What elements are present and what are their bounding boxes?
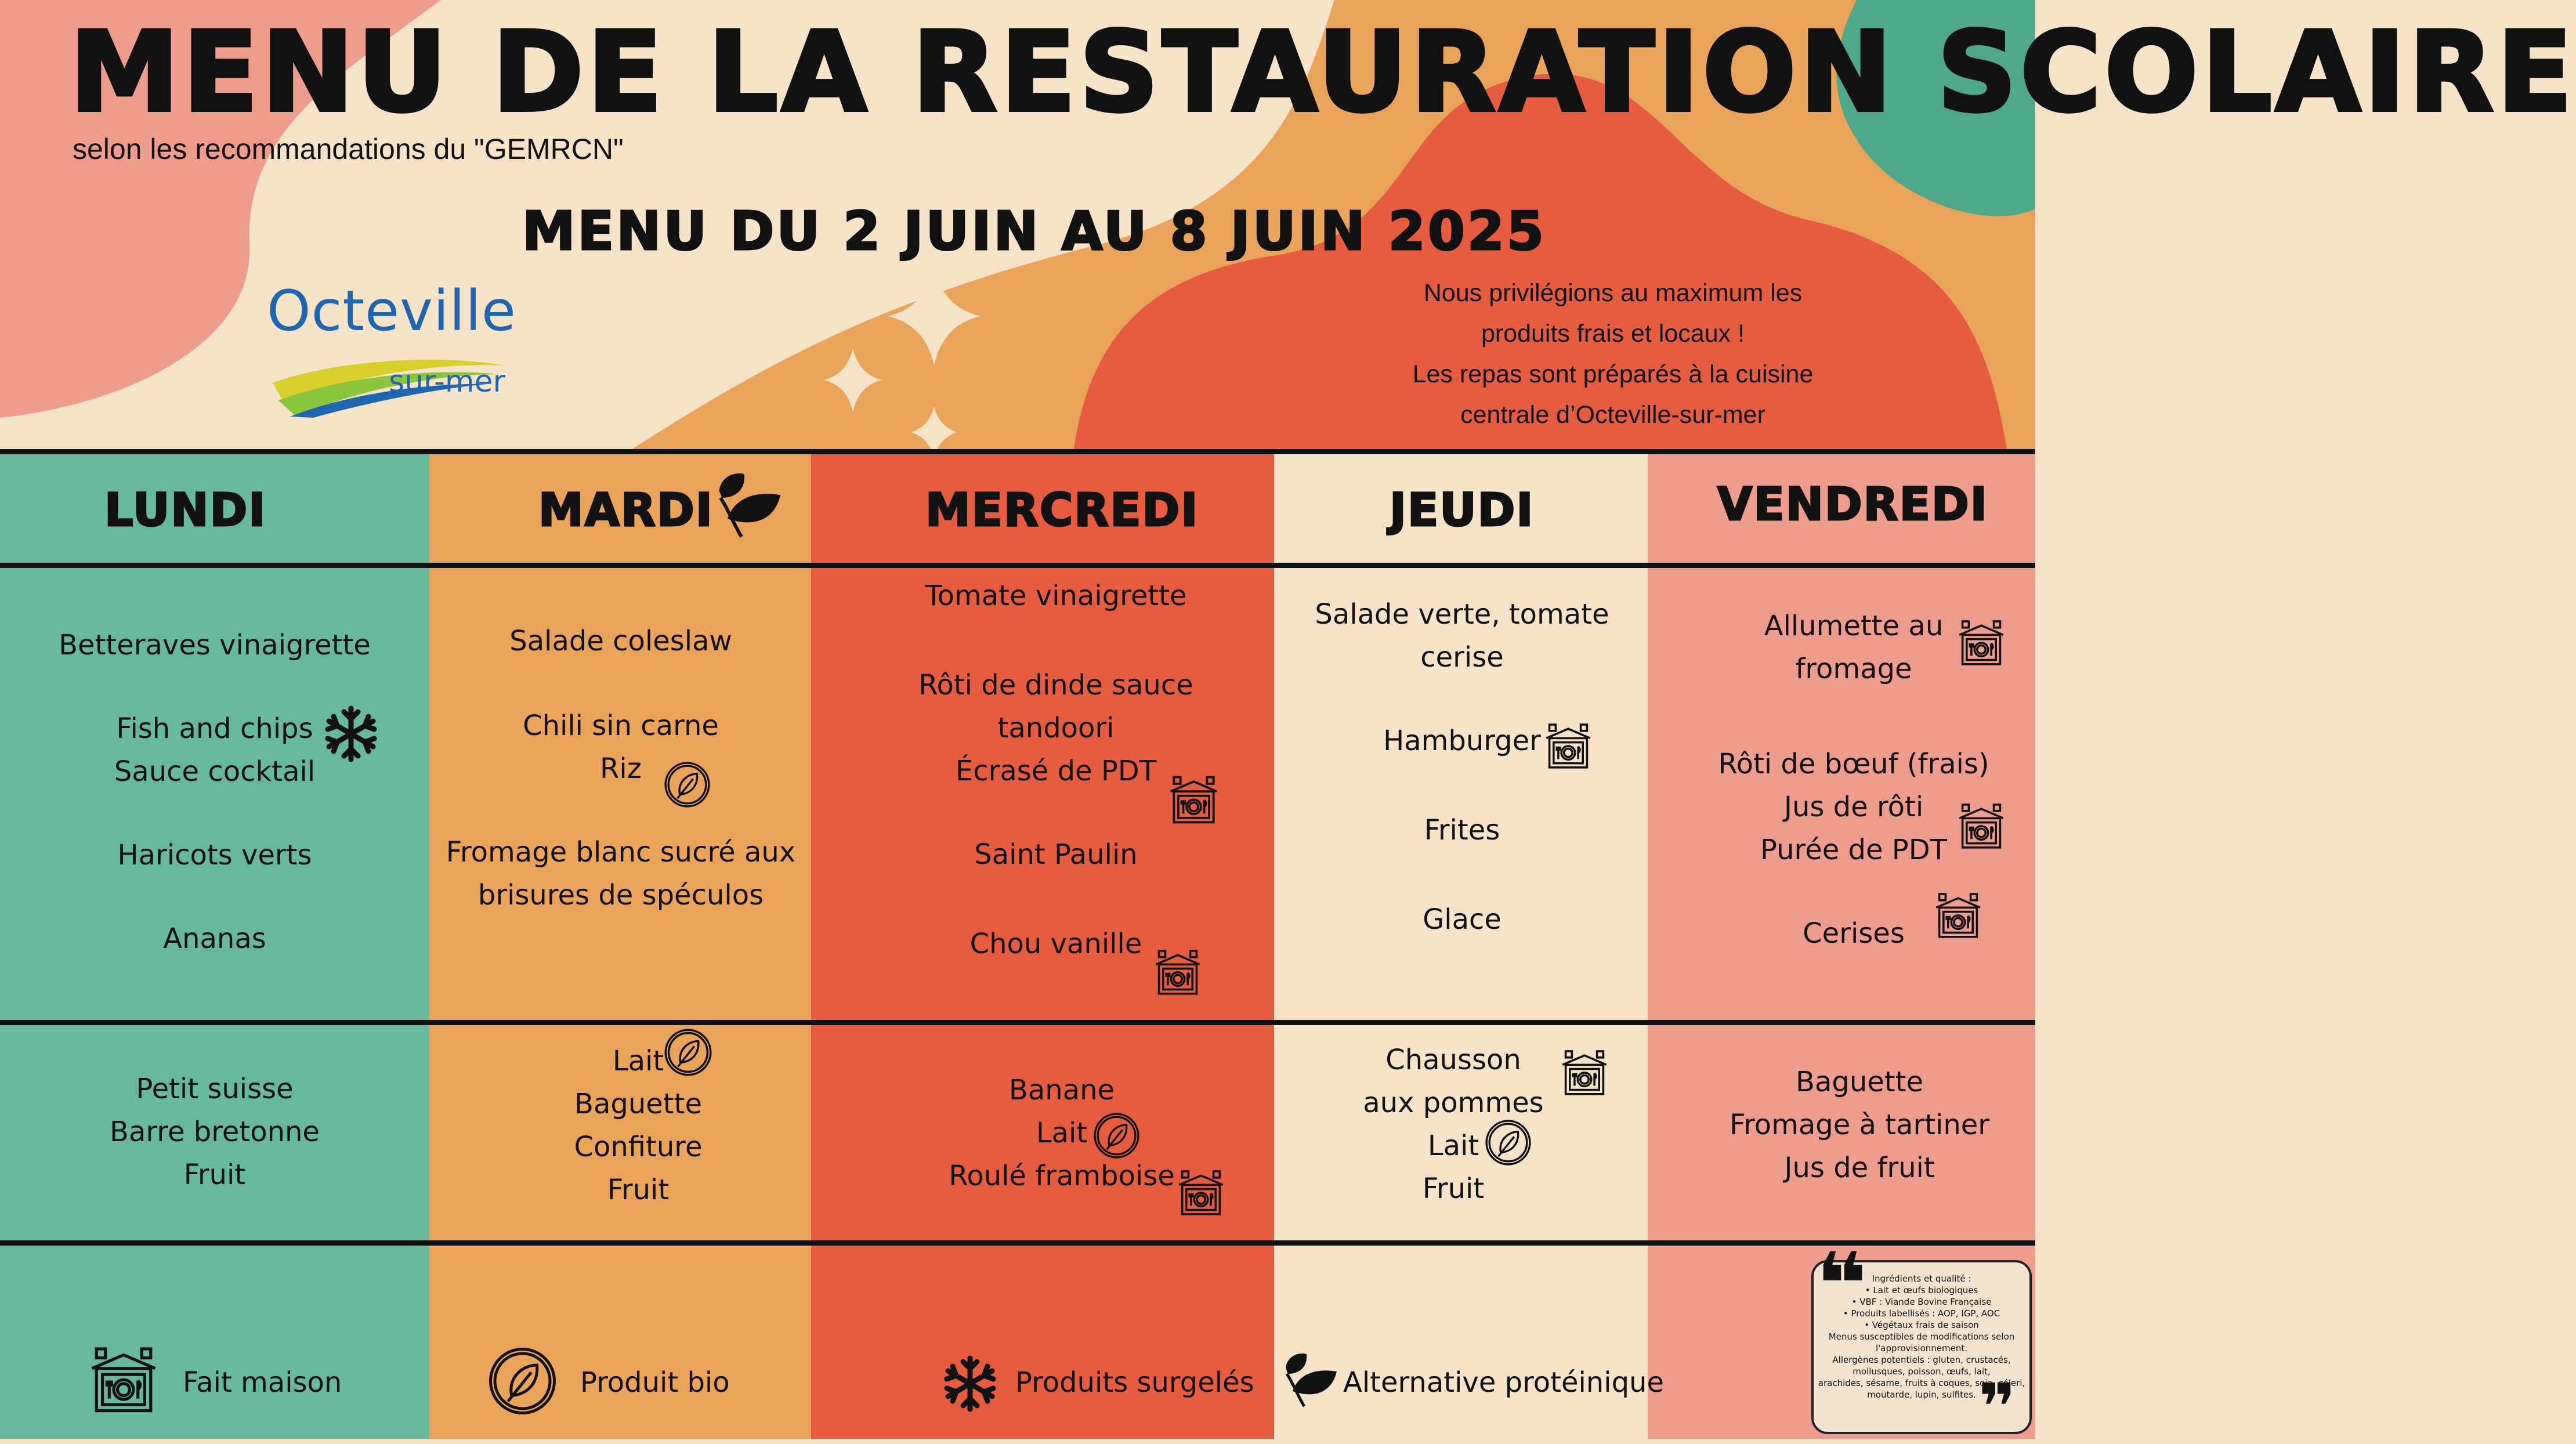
house-meal-icon (1175, 1166, 1227, 1218)
snack-item: Fruit (1422, 1172, 1485, 1205)
bio-leaf-icon (1092, 1111, 1141, 1160)
note-line: • Végétaux frais de saison (1864, 1320, 1979, 1330)
day-lundi: LUNDI (104, 484, 267, 537)
day-vendredi: VENDREDI (1717, 479, 1988, 531)
info-line: Les repas sont préparés à la cuisine (1412, 360, 1814, 388)
dish: Purée de PDT (1760, 834, 1947, 866)
note-line: Allergènes potentiels : gluten, crustacés, (1832, 1355, 2011, 1365)
house-meal-icon (1955, 616, 2007, 668)
menu-subtitle: selon les recommandations du "GEMRCN" (73, 133, 624, 165)
snack-vendredi (1680, 1061, 2039, 1189)
info-line: produits frais et locaux ! (1481, 320, 1745, 348)
house-meal-icon (1152, 946, 1204, 998)
menu-title: MENU DE LA RESTAURATION SCOLAIRE (70, 8, 2576, 136)
day-mercredi: MERCREDI (925, 484, 1199, 537)
legend-fait-maison: Fait maison (183, 1366, 342, 1399)
house-meal-icon (1542, 719, 1594, 772)
bio-leaf-icon (663, 760, 712, 809)
dish: Salade coleslaw (509, 625, 732, 657)
dish: Saint Paulin (974, 838, 1138, 871)
dish: Sauce cocktail (114, 755, 316, 788)
snowflake-icon (322, 705, 380, 763)
day-mardi: MARDI (538, 484, 714, 537)
snack-item: Fromage à tartiner (1729, 1109, 1990, 1141)
snack-item: Petit suisse (136, 1073, 294, 1105)
house-meal-icon (1955, 799, 2007, 852)
dish: brisures de spéculos (477, 879, 764, 911)
house-meal-icon (1166, 772, 1221, 827)
dish: Salade verte, tomate (1315, 598, 1609, 631)
legend-produit-bio: Produit bio (580, 1366, 730, 1399)
leaf-icon (714, 470, 783, 540)
bio-leaf-icon (663, 1027, 714, 1078)
note-line: Menus susceptibles de modifications selon (1828, 1331, 2015, 1342)
snack-item: Baguette (574, 1088, 702, 1120)
dish: Rôti de bœuf (frais) (1718, 748, 1989, 780)
dish: Betteraves vinaigrette (59, 629, 371, 661)
snack-item: Confiture (574, 1131, 703, 1163)
info-line: Nous privilégions au maximum les (1423, 279, 1803, 307)
divider-lunch (0, 1020, 2035, 1025)
dish: fromage (1795, 653, 1912, 685)
note-line: moutarde, lupin, sulfites. (1867, 1389, 1976, 1400)
snack-item: Roulé framboise (949, 1160, 1175, 1192)
note-line: mollusques, poisson, œufs, lait, (1853, 1366, 1991, 1377)
house-meal-icon (86, 1341, 161, 1417)
divider-header (0, 563, 2035, 568)
dish: Jus de rôti (1783, 791, 1924, 823)
snack-item: Barre bretonne (110, 1116, 320, 1148)
day-jeudi: JEUDI (1390, 484, 1535, 537)
dish: Frites (1424, 814, 1500, 846)
snack-item: Chausson (1385, 1044, 1521, 1076)
logo-main-text: Octeville (267, 278, 516, 343)
dish: Chili sin carne (523, 710, 719, 742)
snack-mardi (458, 1040, 818, 1211)
info-line: centrale d’Octeville-sur-mer (1460, 401, 1765, 429)
note-line: • Lait et œufs biologiques (1865, 1285, 1978, 1295)
dish: Hamburger (1383, 725, 1541, 757)
divider-snack (0, 1240, 2035, 1246)
note-line: • VBF : Viande Bovine Française (1851, 1297, 1992, 1307)
snack-item: Baguette (1796, 1066, 1923, 1098)
snack-item: Lait (1427, 1130, 1479, 1162)
snack-item: Lait (1036, 1117, 1088, 1149)
dish: Ananas (163, 922, 266, 955)
house-meal-icon (1558, 1046, 1611, 1098)
quote-close-icon: ❞ (1978, 1370, 2016, 1444)
note-line: l'approvisionnement. (1876, 1343, 1967, 1353)
note-line: Ingrédients et qualité : (1872, 1273, 1971, 1284)
dish: Fish and chips (116, 712, 313, 745)
dish: cerise (1420, 641, 1504, 674)
menu-dates: MENU DU 2 JUIN AU 8 JUIN 2025 (522, 200, 1546, 262)
logo-sub-text: sur-mer (389, 364, 505, 399)
dish: Écrasé de PDT (955, 755, 1157, 787)
snack-lundi (35, 1067, 395, 1196)
snack-item: aux pommes (1363, 1087, 1544, 1119)
dish: Fromage blanc sucré aux (446, 836, 796, 868)
note-line: • Produits labellisés : AOP, IGP, AOC (1843, 1308, 2000, 1319)
bio-leaf-icon (486, 1345, 559, 1417)
dish: Glace (1423, 903, 1502, 936)
divider-top (0, 449, 2035, 454)
lunch-mercredi (835, 574, 1276, 965)
snowflake-icon (941, 1355, 999, 1413)
snack-item: Lait (612, 1045, 664, 1077)
legend-surgeles: Produits surgelés (1015, 1366, 1254, 1399)
dish: Haricots verts (117, 839, 312, 871)
leaf-icon (1281, 1351, 1339, 1409)
info-text (1352, 273, 1874, 435)
dish: Tomate vinaigrette (925, 580, 1187, 612)
legend-alternative: Alternative protéinique (1343, 1366, 1664, 1399)
snack-item: Jus de fruit (1784, 1152, 1935, 1184)
octeville-logo (255, 273, 516, 435)
dish: Chou vanille (969, 928, 1142, 960)
dish: Rôti de dinde sauce (918, 669, 1193, 701)
house-meal-icon (1932, 889, 1984, 941)
lunch-mardi (441, 620, 801, 917)
snack-item: Fruit (183, 1159, 246, 1191)
snack-item: Banane (1008, 1074, 1115, 1106)
bio-leaf-icon (1484, 1118, 1533, 1167)
dish: Allumette au (1764, 610, 1944, 642)
dish: Riz (600, 752, 642, 785)
column-mardi (429, 454, 811, 1439)
lunch-lundi (35, 624, 395, 960)
quote-open-icon: ❝ (1816, 1235, 1868, 1336)
note-line: arachides, sésame, fruits à coques, soja, céleri, (1818, 1378, 2025, 1388)
snack-item: Fruit (607, 1174, 670, 1206)
dish: tandoori (997, 712, 1115, 744)
dish: Cerises (1803, 917, 1905, 950)
